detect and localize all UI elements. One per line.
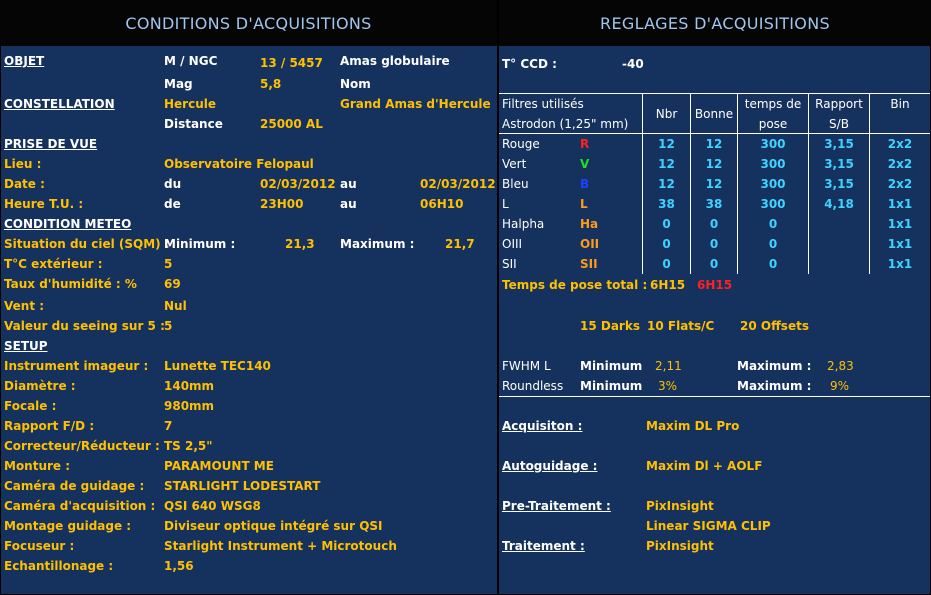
mngc-label: M / NGC xyxy=(164,54,218,68)
trait-label: Traitement : xyxy=(502,539,585,553)
mag-label: Mag xyxy=(164,77,193,91)
filter-name: Bleu xyxy=(502,177,529,191)
objet-type: Amas globulaire xyxy=(340,54,450,68)
lieu-label: Lieu : xyxy=(4,157,42,171)
sqm-min: 21,3 xyxy=(285,237,315,251)
filter-bin: 1x1 xyxy=(887,257,913,271)
sqm-min-label: Minimum : xyxy=(164,237,236,251)
sqm-max: 21,7 xyxy=(445,237,475,251)
filter-name: SII xyxy=(502,257,517,271)
fwhm-label: FWHM L xyxy=(502,359,551,373)
mngc-value: 13 / 5457 xyxy=(260,56,323,70)
seeing-label: Valeur du seeing sur 5 : xyxy=(4,319,165,333)
setup-row-label: Montage guidage : xyxy=(4,519,132,533)
setup-row-value: Diviseur optique intégré sur QSI xyxy=(164,519,383,533)
filter-bonne: 12 xyxy=(705,177,723,191)
filter-rapport: 3,15 xyxy=(824,157,854,171)
lieu-value: Observatoire Felopaul xyxy=(164,157,314,171)
filter-bin: 1x1 xyxy=(887,197,913,211)
setup-row-value: 7 xyxy=(164,419,173,433)
col-temps-2: pose xyxy=(758,117,788,131)
date-label: Date : xyxy=(4,177,45,191)
col-bin: Bin xyxy=(890,97,910,111)
ccd-value: -40 xyxy=(622,57,644,71)
filter-code: SII xyxy=(580,257,598,271)
constellation-value: Hercule xyxy=(164,97,217,111)
constellation-name: Grand Amas d'Hercule xyxy=(340,97,491,111)
guide-label: Autoguidage : xyxy=(502,459,598,473)
offsets: 20 Offsets xyxy=(740,319,809,333)
filter-temps: 300 xyxy=(760,137,786,151)
temp-label: T°C extérieur : xyxy=(4,257,103,271)
sqm-label: Situation du ciel (SQM) : xyxy=(4,237,170,251)
total-value-red: 6H15 xyxy=(697,278,733,292)
fwhm-min: 2,11 xyxy=(655,359,682,373)
setup-row-label: Focale : xyxy=(4,399,57,413)
heure-au-label: au xyxy=(340,197,357,211)
setup-row-label: Instrument imageur : xyxy=(4,359,149,373)
filter-temps: 0 xyxy=(768,217,778,231)
flats: 10 Flats/C xyxy=(647,319,715,333)
filter-name: Rouge xyxy=(502,137,540,151)
filter-code: R xyxy=(580,137,590,151)
vent-value: Nul xyxy=(164,299,187,313)
setup-row-label: Diamètre : xyxy=(4,379,76,393)
filter-rapport: 4,18 xyxy=(824,197,854,211)
filter-code: OII xyxy=(580,237,600,251)
pre-value-1: PixInsight xyxy=(646,499,714,513)
round-max-label: Maximum : xyxy=(737,379,812,393)
setup-row-value: Lunette TEC140 xyxy=(164,359,271,373)
right-title: REGLAGES D'ACQUISITIONS xyxy=(499,0,931,46)
round-max: 9% xyxy=(830,379,850,393)
round-min-label: Minimum xyxy=(580,379,643,393)
setup-row-value: 140mm xyxy=(164,379,215,393)
filter-bonne: 38 xyxy=(705,197,723,211)
prise-label: PRISE DE VUE xyxy=(4,137,98,151)
setup-row-label: Caméra de guidage : xyxy=(4,479,145,493)
guide-value: Maxim Dl + AOLF xyxy=(646,459,763,473)
nom-label: Nom xyxy=(340,77,371,91)
heure-label: Heure T.U. : xyxy=(4,197,84,211)
setup-row-label: Echantillonage : xyxy=(4,559,114,573)
pre-label: Pre-Traitement : xyxy=(502,499,611,513)
vent-label: Vent : xyxy=(4,299,45,313)
filter-nbr: 0 xyxy=(662,257,671,271)
filter-temps: 0 xyxy=(768,237,778,251)
fwhm-max: 2,83 xyxy=(827,359,854,373)
setup-row-label: Caméra d'acquisition : xyxy=(4,499,156,513)
filter-rapport: 3,15 xyxy=(824,177,854,191)
setup-row-value: STARLIGHT LODESTART xyxy=(164,479,321,493)
constellation-label: CONSTELLATION xyxy=(4,97,115,111)
filter-nbr: 12 xyxy=(658,157,675,171)
filter-bin: 1x1 xyxy=(887,237,913,251)
left-title: CONDITIONS D'ACQUISITIONS xyxy=(0,0,497,46)
filter-bonne: 0 xyxy=(709,237,719,251)
setup-row-value: 1,56 xyxy=(164,559,194,573)
setup-row-value: QSI 640 WSG8 xyxy=(164,499,261,513)
date-from: 02/03/2012 xyxy=(260,177,336,191)
table-top-line xyxy=(499,93,930,94)
date-to: 02/03/2012 xyxy=(420,177,496,191)
filter-nbr: 0 xyxy=(662,237,671,251)
filter-bin: 1x1 xyxy=(887,217,913,231)
filter-bonne: 0 xyxy=(709,257,719,271)
filter-temps: 300 xyxy=(760,197,786,211)
divider-line xyxy=(499,396,930,397)
filter-temps: 300 xyxy=(760,157,786,171)
filter-temps: 0 xyxy=(768,257,778,271)
heure-to: 06H10 xyxy=(420,197,464,211)
acq-label: Acquisiton : xyxy=(502,419,583,433)
sqm-max-label: Maximum : xyxy=(340,237,415,251)
objet-label: OBJET xyxy=(4,54,45,68)
hum-value: 69 xyxy=(164,277,181,291)
filter-bonne: 0 xyxy=(709,217,719,231)
filter-name: L xyxy=(502,197,509,211)
darks: 15 Darks xyxy=(580,319,640,333)
filter-nbr: 12 xyxy=(658,137,675,151)
filter-bonne: 12 xyxy=(705,137,723,151)
acq-value: Maxim DL Pro xyxy=(646,419,740,433)
setup-row-value: PARAMOUNT ME xyxy=(164,459,274,473)
round-label: Roundless xyxy=(502,379,564,393)
filter-code: B xyxy=(580,177,590,191)
col-temps-1: temps de xyxy=(744,97,802,111)
au-label: au xyxy=(340,177,357,191)
meteo-label: CONDITION METEO xyxy=(4,217,132,231)
filter-temps: 300 xyxy=(760,177,786,191)
de-label: de xyxy=(164,197,181,211)
table-header-line xyxy=(499,133,930,134)
filter-code: L xyxy=(580,197,588,211)
setup-row-value: Starlight Instrument + Microtouch xyxy=(164,539,397,553)
distance-value: 25000 AL xyxy=(260,117,323,131)
col-nbr: Nbr xyxy=(655,107,678,121)
trait-value: PixInsight xyxy=(646,539,714,553)
pre-value-2: Linear SIGMA CLIP xyxy=(646,519,771,533)
filter-rapport: 3,15 xyxy=(824,137,854,151)
filter-code: V xyxy=(580,157,590,171)
mag-value: 5,8 xyxy=(260,77,282,91)
filter-bin: 2x2 xyxy=(887,137,913,151)
temp-value: 5 xyxy=(164,257,173,271)
filter-bin: 2x2 xyxy=(887,177,913,191)
filter-bonne: 12 xyxy=(705,157,723,171)
setup-row-label: Monture : xyxy=(4,459,71,473)
col-rapport-2: S/B xyxy=(829,117,849,131)
filter-name: OIII xyxy=(502,237,523,251)
heure-from: 23H00 xyxy=(260,197,304,211)
fwhm-min-label: Minimum xyxy=(580,359,643,373)
setup-row-label: Correcteur/Réducteur : xyxy=(4,439,160,453)
total-value: 6H15 xyxy=(650,278,686,292)
setup-row-value: 980mm xyxy=(164,399,215,413)
setup-row-label: Focuseur : xyxy=(4,539,75,553)
col-rapport-1: Rapport xyxy=(815,97,863,111)
distance-label: Distance xyxy=(164,117,223,131)
setup-row-value: TS 2,5" xyxy=(164,439,213,453)
filter-nbr: 0 xyxy=(662,217,671,231)
du-label: du xyxy=(164,177,182,191)
filter-name: Halpha xyxy=(502,217,545,231)
total-label: Temps de pose total : xyxy=(502,278,648,292)
filters-head1: Filtres utilisés xyxy=(502,97,584,111)
filter-nbr: 38 xyxy=(658,197,675,211)
round-min: 3% xyxy=(658,379,678,393)
hum-label: Taux d'humidité : % xyxy=(4,277,137,291)
setup-row-label: Rapport F/D : xyxy=(4,419,95,433)
setup-label: SETUP xyxy=(4,339,48,353)
filter-code: Ha xyxy=(580,217,599,231)
filters-head2: Astrodon (1,25" mm) xyxy=(502,117,629,131)
filter-name: Vert xyxy=(502,157,527,171)
filter-nbr: 12 xyxy=(658,177,675,191)
fwhm-max-label: Maximum : xyxy=(737,359,812,373)
filter-bin: 2x2 xyxy=(887,157,913,171)
col-bonne: Bonne xyxy=(694,107,734,121)
seeing-value: 5 xyxy=(164,319,173,333)
ccd-label: T° CCD : xyxy=(502,57,557,71)
